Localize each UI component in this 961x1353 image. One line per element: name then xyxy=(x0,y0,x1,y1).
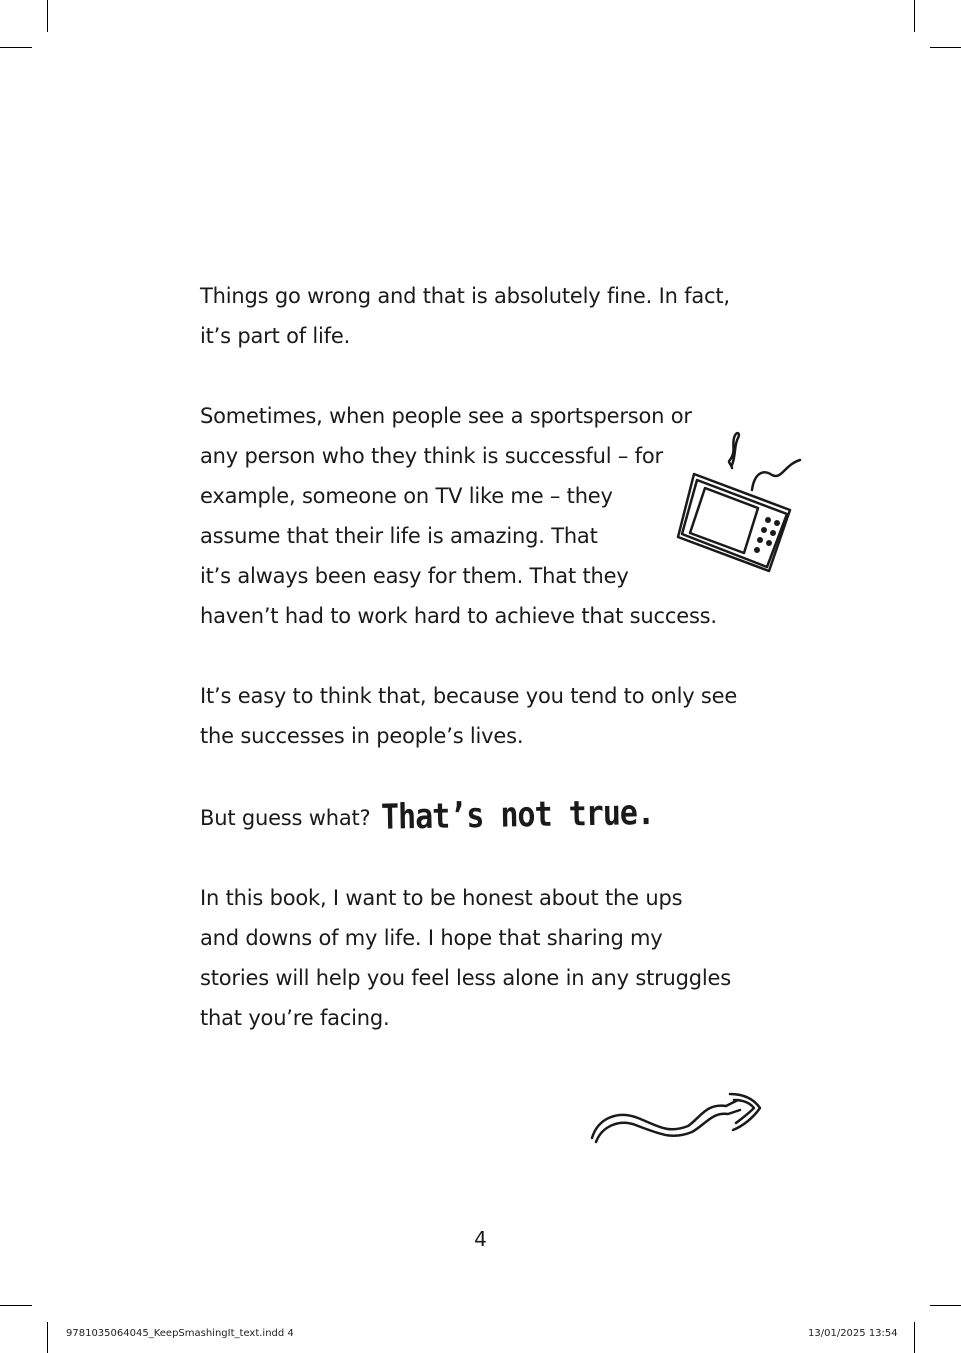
paragraph-3 xyxy=(200,676,780,756)
crop-mark xyxy=(0,1305,32,1306)
body-text xyxy=(200,276,780,1038)
crop-mark xyxy=(930,1305,961,1306)
text-line: it’s part of life. xyxy=(200,324,351,348)
text-line: stories will help you feel less alone in any struggles xyxy=(200,966,731,990)
crop-mark xyxy=(930,47,961,48)
crop-mark xyxy=(47,1322,48,1353)
text-line: Sometimes, when people see a sportsperson or xyxy=(200,404,692,428)
paragraph-4 xyxy=(200,792,780,838)
paragraph-5 xyxy=(200,878,780,1038)
text-line: any person who they think is successful – for xyxy=(200,444,663,468)
crop-mark xyxy=(914,1322,915,1353)
handwritten-emphasis: That’s not true. xyxy=(380,792,655,838)
crop-mark xyxy=(47,0,48,32)
slug-file: 9781035064045_KeepSmashingIt_text.indd 4 xyxy=(66,1328,294,1339)
slug-date: 13/01/2025 13:54 xyxy=(808,1328,898,1339)
text-line: example, someone on TV like me – they xyxy=(200,484,613,508)
text-line: that you’re facing. xyxy=(200,1006,390,1030)
text-line: Things go wrong and that is absolutely fine. In fact, xyxy=(200,284,730,308)
text-line: haven’t had to work hard to achieve that success. xyxy=(200,604,717,628)
text-line: In this book, I want to be honest about the ups xyxy=(200,886,683,910)
squiggle-arrow-icon xyxy=(588,1088,768,1148)
lead-text: But guess what? xyxy=(200,806,371,830)
text-line: and downs of my life. I hope that sharing my xyxy=(200,926,663,950)
text-line: the successes in people’s lives. xyxy=(200,724,524,748)
text-line: assume that their life is amazing. That xyxy=(200,524,598,548)
text-line xyxy=(200,792,780,838)
paragraph-1 xyxy=(200,276,780,356)
crop-mark xyxy=(0,47,32,48)
text-line: It’s easy to think that, because you tend to only see xyxy=(200,684,738,708)
page-number: 4 xyxy=(474,1227,487,1251)
text-line: it’s always been easy for them. That they xyxy=(200,564,629,588)
tv-doodle-icon xyxy=(672,430,807,580)
crop-mark xyxy=(914,0,915,32)
